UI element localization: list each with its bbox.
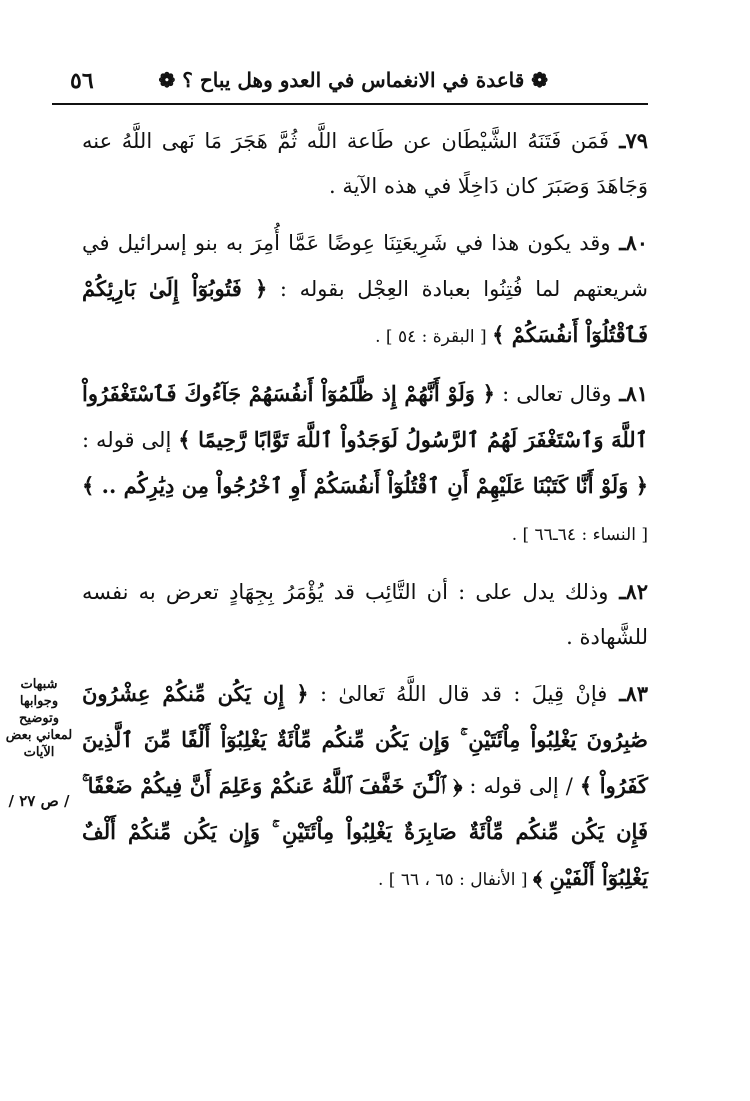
paragraph-number: ٨١ـ — [611, 381, 649, 406]
verse-reference: [ الأنفال : ٦٥ ، ٦٦ ] . — [378, 870, 533, 890]
quran-verse: ﴿ إِن يَكُن مِّنكُمْ عِشْرُونَ صَٰبِرُونَ يَغْلِبُواْ مِاْئَتَيْنِ ۚ وَإِن يَكُن مِّنكُم مِّاْئَةٌ يَغْلِبُوٓاْ أَلْفًا مِّنَ ٱلَّذِينَ كَفَرُواْ ﴾ — [82, 681, 648, 798]
running-header-title: ❁ قاعدة في الانغماس في العدو وهل يباح ؟ ❁ — [158, 68, 548, 92]
body-text: وذلك يدل على : أن التَّائِب قد يُؤْمَرُ بِجِهَادٍ تعرض به نفسه للشَّهادة . — [82, 580, 648, 649]
page-header — [52, 66, 652, 102]
quran-verse: ﴿ ٱلْـَٰٔنَ خَفَّفَ ٱللَّهُ عَنكُمْ وَعَلِمَ أَنَّ فِيكُمْ ضَعْفًا ۚ فَإِن يَكُن مِّنكُم مِّاْئَةٌ صَابِرَةٌ يَغْلِبُواْ مِاْئَتَيْنِ ۚ وَإِن يَكُن مِّنكُمْ أَلْفٌ يَغْلِبُوٓاْ أَلْفَيْنِ ﴾ — [82, 773, 648, 890]
quran-verse: ﴿ فَتُوبُوٓاْ إِلَىٰ بَارِئِكُمْ فَٱقْتُلُوٓاْ أَنفُسَكُمْ ﴾ — [82, 276, 648, 347]
paragraph-83 — [82, 671, 648, 903]
verse-reference: [ النساء : ٦٤ـ٦٦ ] . — [511, 525, 648, 545]
margin-note: شبهات وجوابها وتوضيح لمعاني بعض الآيات — [5, 677, 73, 760]
paragraph-number: ٨٢ـ — [608, 579, 648, 604]
paragraph-number: ٧٩ـ — [609, 128, 648, 153]
paragraph-82 — [82, 569, 648, 660]
paragraph-number: ٨٣ـ — [607, 681, 648, 706]
main-text — [82, 118, 648, 914]
paragraph-81 — [82, 371, 648, 558]
margin-page-reference: / ص ٢٧ / — [8, 792, 70, 810]
body-text: فَمَن فَتَنَهُ الشَّيْطَان عن طَاعة اللَّه ثُمَّ هَجَرَ مَا نَهى اللَّهُ عنه وَجَاهَدَ وَصَبَرَ كان دَاخِلًا في هذه الآية . — [82, 129, 648, 198]
header-rule — [52, 103, 648, 105]
page-number: ٥٦ — [70, 68, 94, 94]
body-text: إلى قوله : — [82, 428, 179, 452]
paragraph-79 — [82, 118, 648, 209]
body-text: وقد يكون هذا في شَرِيعَتِنَا عِوضًا عَمَّا أُمِرَ به بنو إسرائيل في شريعتهم لما فُتِنُوا بعبادة العِجْل بقوله : — [82, 231, 648, 301]
paragraph-80 — [82, 220, 648, 360]
quran-verse: ﴿ وَلَوْ أَنَّهُمْ إِذ ظَّلَمُوٓاْ أَنفُسَهُمْ جَآءُوكَ فَٱسْتَغْفَرُواْ ٱللَّهَ وَٱسْتَغْفَرَ لَهُمُ ٱلرَّسُولُ لَوَجَدُواْ ٱللَّهَ تَوَّابًا رَّحِيمًا ﴾ — [82, 381, 648, 452]
quran-verse: ﴿ وَلَوْ أَنَّا كَتَبْنَا عَلَيْهِمْ أَنِ ٱقْتُلُوٓاْ أَنفُسَكُمْ أَوِ ٱخْرُجُواْ مِن دِيَٰرِكُم .. ﴾ — [82, 473, 648, 498]
paragraph-number: ٨٠ـ — [610, 230, 648, 255]
body-text: / إلى قوله : — [462, 774, 580, 798]
body-text: فإنْ قِيلَ : قد قال اللَّهُ تَعالىٰ : — [308, 682, 608, 706]
verse-reference: [ البقرة : ٥٤ ] . — [375, 327, 493, 347]
body-text: وقال تعالى : — [494, 382, 612, 406]
